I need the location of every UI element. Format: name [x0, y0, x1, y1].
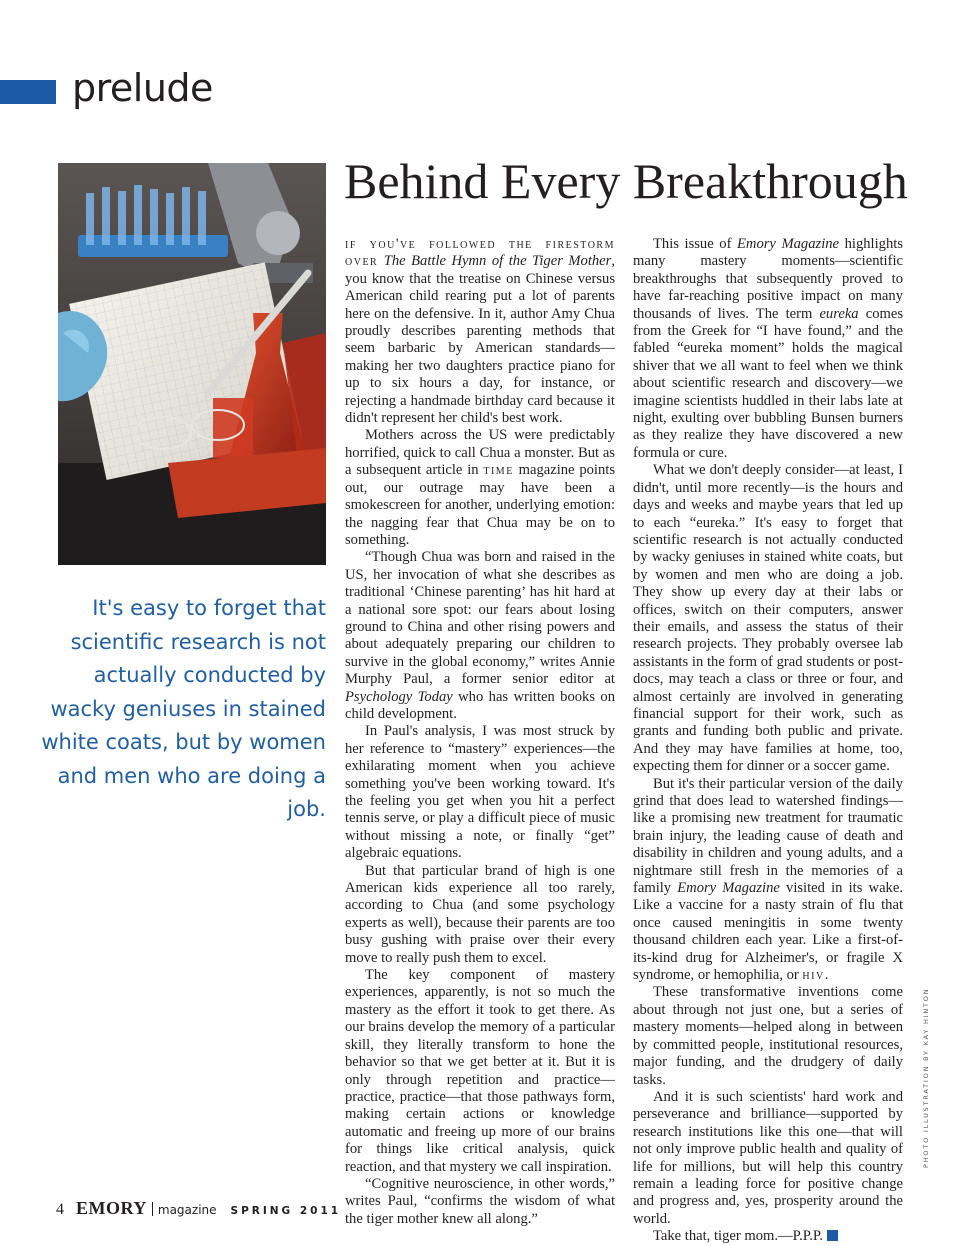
paragraph-text: , you know that the treatise on Chinese versus American child rearing put a lot of parents here on the defensive. In it, author Amy Chua proudly describes parenting methods that seem barbaric by American standards—making her two daughters practice piano for up to six hours a day, for instance, or rejecting a handmade birthday card because it didn't represent her child's best work.: [345, 253, 615, 427]
paragraph: What we don't deeply consider—at least, I didn't, until more recently—is the hours and days and weeks and maybe years that led up to each “eureka.” It's easy to forget that scientific research is not actually conducted by wacky geniuses in stained white coats, but by women and men who are doing a job. They show up every day at their labs or offices, switch on their computers, answer their emails, and assess the status of their research projects. They probably oversee lab assistants in the form of grad students or post-docs, may teach a class or three or four, and almost certainly are involved in generating financial support for their work, such as grants and funding both public and private. And they may have families at home, too, expecting them for dinner or a soccer game.: [633, 462, 903, 775]
section-accent-bar: [0, 80, 56, 104]
pull-quote: It's easy to forget that scientific research is not actually conducted by wacky geniuses in stained white coats, but by women and men who are doing a job.: [41, 596, 326, 821]
magazine-name: Emory Magazine: [737, 236, 840, 252]
paragraph: And it is such scientists' hard work and perseverance and brilliance—supported by research institutions like this one—that will not only improve public health and quality of life for millions, but will help this country remain a leading force for positive change and progress and, yes, prosperity around the world.: [633, 1088, 903, 1227]
page-footer: [56, 1198, 341, 1220]
paragraph-text: .: [824, 967, 829, 984]
paragraph: [345, 427, 615, 549]
brand-logo: EMORY: [76, 1198, 147, 1218]
paragraph-text: highlights many mastery moments—scientific breakthroughs that subsequently proved to have far-reaching positive impact on many thousands of lives. The term: [633, 236, 903, 322]
paragraph: In Paul's analysis, I was most struck by her reference to “mastery” experiences—the exhilarating moment when you achieve something you've been working toward. It's the feeling you get when you hit a perfect tennis serve, or play a difficult piece of music without missing a note, or finally “get” algebraic equations.: [345, 723, 615, 862]
magazine-label: magazine: [157, 1203, 217, 1217]
publication-name: time: [483, 462, 514, 479]
lab-still-life-photo: [58, 163, 326, 565]
paragraph: The key component of mastery experiences, apparently, is not so much the mastery as the effort it took to get there. As our brains develop the memory of a particular skill, they literally transform to hone the behavior so that we get better at it. But it is only through repetition and practice—practice, practice—that those pathways form, making certain actions or knowledge automatic and freeing up more of our brains for things like critical analysis, quick reaction, and that mystery we call inspiration.: [345, 967, 615, 1175]
divider: [152, 1202, 153, 1216]
paragraph-text: “Though Chua was born and raised in the US, her invocation of what she describes as traditional ‘Chinese parenting’ has hit hard at a national sore spot: our fears about losing ground to China and other rising powers and about adequately preparing our children to survive in the global economy,” writes Annie Murphy Paul, a former senior editor at: [345, 549, 615, 688]
photo-credit: PHOTO ILLUSTRATION BY KAY HINTON: [922, 987, 930, 1168]
article-column-2: [633, 236, 903, 1246]
magazine-name: Emory Magazine: [677, 880, 780, 897]
article-column-1: [345, 236, 615, 1228]
end-mark-icon: [827, 1230, 838, 1241]
section-label: prelude: [72, 66, 213, 110]
paragraph: [633, 236, 903, 462]
paragraph: [345, 236, 615, 427]
paragraph: [633, 776, 903, 985]
paragraph: But that particular brand of high is one American kids experience all too rarely, according to Chua (and some psychology experts as well), because their parents are too busy gushing with praise over their every move to really push them to excel.: [345, 862, 615, 966]
book-title: The Battle Hymn of the Tiger Mother: [383, 253, 612, 270]
acronym: hiv: [802, 967, 825, 984]
paragraph: These transformative inventions come about through not just one, but a series of mastery moments—helped along in between by committed people, institutional resources, major funding, and the drudgery of daily tasks.: [633, 984, 903, 1088]
paragraph: [345, 549, 615, 723]
paragraph-text: magazine points out, our outrage may have been a smokescreen for another, underlying emotion: the nagging fear that Chua may be on to something.: [345, 462, 616, 548]
paragraph-text: comes from the Greek for “I have found,” and the fabled “eureka moment” holds the magical shiver that we all want to feel when we think about scientific research and discovery—we imagine scientists huddled in their labs late at night, exulting over bubbling Bunsen burners as they realize they have discovered a new formula or cure.: [633, 305, 903, 461]
publication-name: Psychology Today: [345, 688, 453, 705]
paragraph: “Cognitive neuroscience, in other words,” writes Paul, “confirms the wisdom of what the tiger mother knew all along.”: [345, 1175, 615, 1227]
term: eureka: [819, 305, 859, 322]
paragraph-text: Mothers across the US were predictably horrified, quick to call Chua a monster. But as a subsequent article in: [345, 427, 615, 479]
paragraph: [633, 1228, 903, 1245]
paragraph-text: But it's their particular version of the daily grind that does lead to watershed findings—like a promising new treatment for traumatic brain injury, the leading cause of death and disability in children and young adults, and a nightmare still fresh in the memories of a family: [633, 775, 903, 897]
issue-label: SPRING 2011: [230, 1205, 342, 1217]
article-headline: Behind Every Breakthrough: [344, 153, 908, 209]
paragraph-text: who has written books on child development.: [345, 688, 615, 722]
paragraph-text: visited in its wake. Like a vaccine for a nasty strain of flu that once caused meningitis in some twenty thousand children each year. Like a first-of-its-kind drug for Alzheimer's, or fragile X syndrome, or hemophilia, or: [633, 880, 903, 984]
sign-off: Take that, tiger mom.—P.P.P.: [653, 1228, 824, 1245]
lead-in: if you've followed the firestorm over: [345, 236, 615, 270]
page-number: 4: [56, 1201, 64, 1218]
paragraph-text: This issue of: [653, 236, 737, 252]
